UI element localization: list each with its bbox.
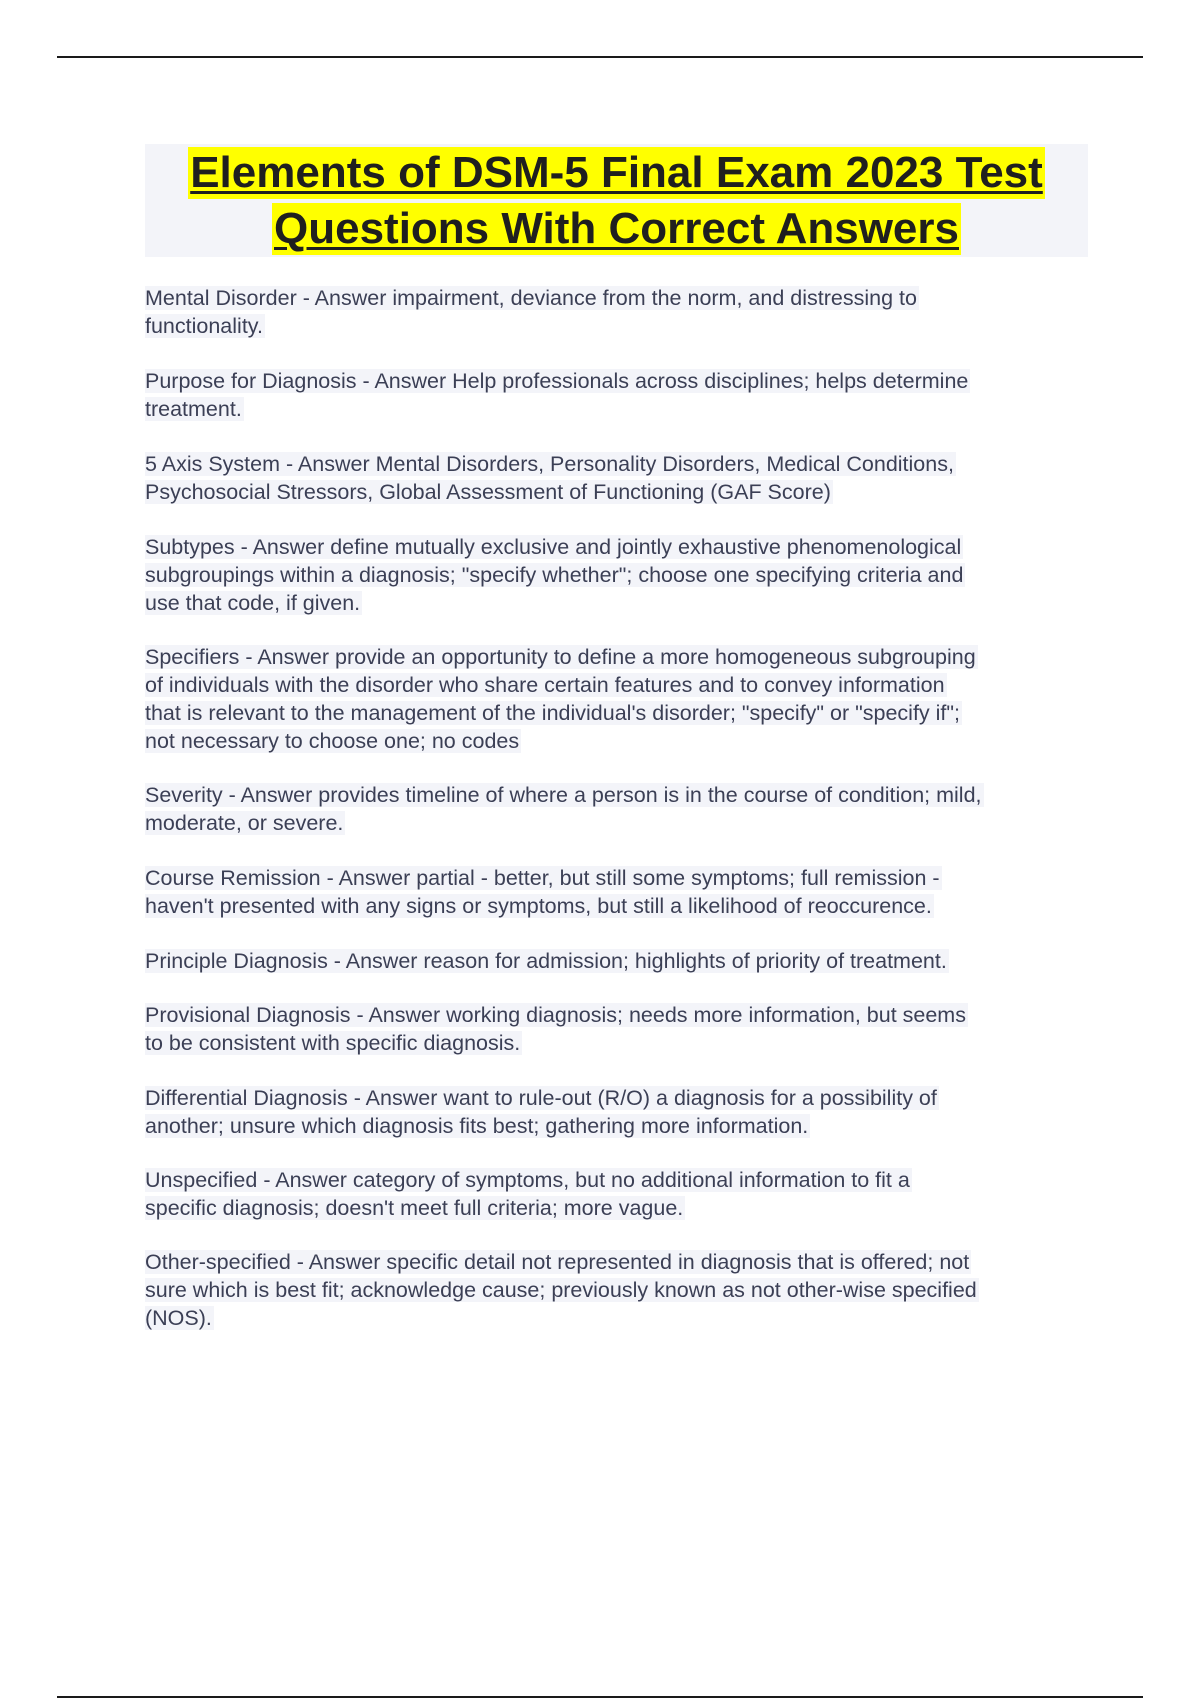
qa-entry <box>145 781 1090 837</box>
qa-entry-line: not necessary to choose one; no codes <box>145 729 520 753</box>
title-line-1: Elements of DSM-5 Final Exam 2023 Test <box>190 148 1043 197</box>
title-line-2: Questions With Correct Answers <box>274 204 959 253</box>
top-divider <box>57 56 1143 58</box>
qa-entry-line: Principle Diagnosis - Answer reason for admission; highlights of priority of treatment. <box>145 949 947 973</box>
qa-entry-line: Unspecified - Answer category of symptoms, but no additional information to fit a <box>145 1168 910 1192</box>
qa-entry <box>145 643 1090 755</box>
qa-entry-line: Other-specified - Answer specific detail not represented in diagnosis that is offered; not <box>145 1250 970 1274</box>
qa-entry-line: use that code, if given. <box>145 591 361 615</box>
qa-entry-line: specific diagnosis; doesn't meet full criteria; more vague. <box>145 1196 684 1220</box>
qa-entry-line: Mental Disorder - Answer impairment, deviance from the norm, and distressing to <box>145 286 917 310</box>
qa-entry-line: treatment. <box>145 397 242 421</box>
qa-entry-line: to be consistent with specific diagnosis. <box>145 1031 521 1055</box>
qa-entry-line: subgroupings within a diagnosis; "specify whether"; choose one specifying criteria and <box>145 563 964 587</box>
qa-entry-line: Differential Diagnosis - Answer want to rule-out (R/O) a diagnosis for a possibility of <box>145 1086 937 1110</box>
qa-entry-line: (NOS). <box>145 1306 212 1330</box>
qa-entry-line: functionality. <box>145 314 263 338</box>
document-title <box>145 144 1088 257</box>
qa-entry <box>145 284 1090 340</box>
qa-entry <box>145 367 1090 423</box>
qa-entry <box>145 1166 1090 1222</box>
qa-entry <box>145 450 1090 506</box>
qa-entry <box>145 947 1090 975</box>
qa-entry-line: Course Remission - Answer partial - better, but still some symptoms; full remission - <box>145 866 940 890</box>
qa-entry-line: Severity - Answer provides timeline of where a person is in the course of condition; mild, <box>145 783 982 807</box>
qa-entry-line: Psychosocial Stressors, Global Assessment of Functioning (GAF Score) <box>145 480 831 504</box>
bottom-divider <box>57 1696 1143 1698</box>
qa-entry-line: another; unsure which diagnosis fits best; gathering more information. <box>145 1114 809 1138</box>
qa-entry-line: Purpose for Diagnosis - Answer Help professionals across disciplines; helps determine <box>145 369 969 393</box>
qa-entry <box>145 864 1090 920</box>
qa-entry-line: Provisional Diagnosis - Answer working diagnosis; needs more information, but seems <box>145 1003 966 1027</box>
qa-entry <box>145 533 1090 617</box>
qa-entry <box>145 1084 1090 1140</box>
qa-entry-line: of individuals with the disorder who share certain features and to convey information <box>145 673 945 697</box>
qa-entry-line: that is relevant to the management of the individual's disorder; "specify" or "specify if"; <box>145 701 961 725</box>
qa-list <box>145 284 1090 1332</box>
qa-entry-line: Subtypes - Answer define mutually exclusive and jointly exhaustive phenomenological <box>145 535 962 559</box>
qa-entry-line: 5 Axis System - Answer Mental Disorders, Personality Disorders, Medical Conditions, <box>145 452 954 476</box>
qa-entry-line: sure which is best fit; acknowledge cause; previously known as not other-wise specified <box>145 1278 977 1302</box>
qa-entry <box>145 1248 1090 1332</box>
qa-entry-line: haven't presented with any signs or symptoms, but still a likelihood of reoccurence. <box>145 894 932 918</box>
qa-entry-line: moderate, or severe. <box>145 811 344 835</box>
qa-entry-line: Specifiers - Answer provide an opportunity to define a more homogeneous subgrouping <box>145 645 976 669</box>
qa-entry <box>145 1001 1090 1057</box>
